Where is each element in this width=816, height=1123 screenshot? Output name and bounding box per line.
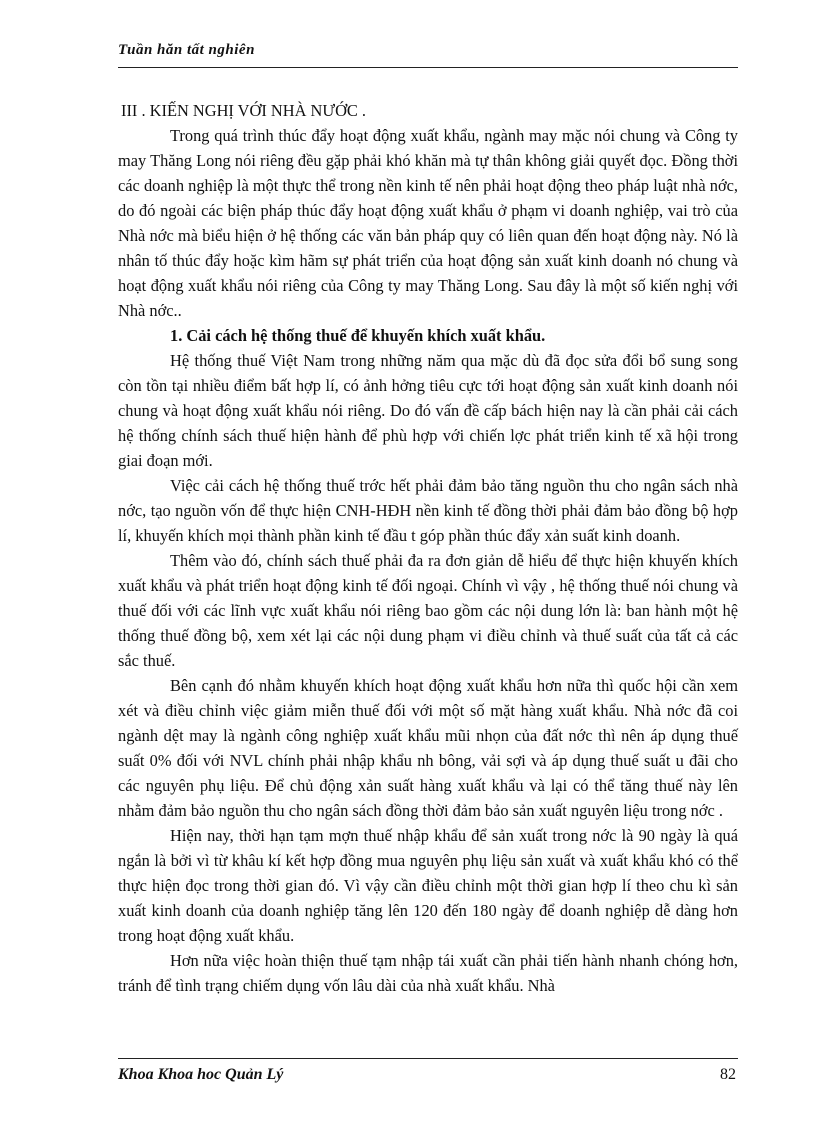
footer-department: Khoa Khoa hoc Quản Lý	[118, 1066, 284, 1083]
paragraph: Trong quá trình thúc đẩy hoạt động xuất khẩu, ngành may mặc nói chung và Công ty may Thăng Long nói riêng đều gặp phải khó khăn mà tự thân không giải quyết đọc. Đồng thời các doanh nghiệp là một thực thể trong nền kinh tế nên phải hoạt động theo pháp luật nhà nớc, do đó ngoài các biện pháp thúc đẩy hoạt động xuất khẩu ở phạm vi doanh nghiệp, vai trò của Nhà nớc mà biểu hiện ở hệ thống các văn bản pháp quy có liên quan đến hoạt động này. Nó là nhân tố thúc đẩy hoặc kìm hãm sự phát triển của hoạt động sản xuất kinh doanh nó chung và hoạt động xuất khẩu nói riêng của Công ty may Thăng Long. Sau đây là một số kiến nghị với Nhà nớc..	[118, 126, 738, 320]
header-divider	[118, 67, 738, 68]
page-number: 82	[720, 1066, 736, 1083]
paragraph: Thêm vào đó, chính sách thuế phải đa ra đơn giản dễ hiểu để thực hiện khuyến khích xuất khẩu và phát triển hoạt động kinh tế đối ngoại. Chính vì vậy , hệ thống thuế nói chung và thuế đối với các lĩnh vực xuất khẩu nói riêng bao gồm các nội dung lớn là: ban hành một hệ thống thuế đồng bộ, xem xét lại các nội dung phạm vi điều chỉnh và thuế suất của tất cả các sắc thuế.	[118, 551, 738, 670]
section-heading: III . KIẾN NGHỊ VỚI NHÀ NƯỚC .	[121, 101, 367, 120]
paragraph: Hệ thống thuế Việt Nam trong những năm qua mặc dù đã đọc sửa đổi bổ sung song còn tồn tại nhiều điểm bất hợp lí, có ảnh hởng tiêu cực tới hoạt động sản xuất kinh doanh nói chung và hoạt động xuất khẩu nói riêng. Do đó vấn đề cấp bách hiện nay là cần phải cải cách hệ thống chính sách thuế hiện hành để phù hợp với chiến lợc phát triển kinh tế xã hội trong giai đoạn mới.	[118, 351, 738, 470]
paragraph: Bên cạnh đó nhằm khuyến khích hoạt động xuất khẩu hơn nữa thì quốc hội cần xem xét và điều chỉnh việc giảm miễn thuế đối với một số mặt hàng xuất khẩu. Nhà nớc đã coi ngành dệt may là ngành công nghiệp xuất khẩu mũi nhọn của đất nớc thì nên áp dụng thuế suất 0% đối với NVL chính phải nhập khẩu nh bông, vải sợi và áp dụng thuế suất u đãi cho các nguyên phụ liệu. Để chủ động xản suất hàng xuất khẩu và lại có thể tăng thuế này lên nhằm đảm bảo nguồn thu cho ngân sách đồng thời đảm bảo sản xuất nguyên liệu trong nớc .	[118, 676, 738, 820]
paragraph: Hiện nay, thời hạn tạm mợn thuế nhập khẩu để sản xuất trong nớc là 90 ngày là quá ngắn là bởi vì từ khâu kí kết hợp đồng mua nguyên phụ liệu sản xuất và xuất khẩu khó có thể thực hiện đọc trong thời gian đó. Vì vậy cần điều chỉnh một thời gian hợp lí theo chu kì sản xuất kinh doanh của doanh nghiệp tăng lên 120 đến 180 ngày để doanh nghiệp dễ dàng hơn trong hoạt động xuất khẩu.	[118, 826, 738, 945]
subsection-heading: 1. Cải cách hệ thống thuế để khuyến khích xuất khẩu.	[170, 326, 546, 345]
footer-divider	[118, 1058, 738, 1059]
document-body	[118, 98, 738, 998]
paragraph: Việc cải cách hệ thống thuế trớc hết phải đảm bảo tăng nguồn thu cho ngân sách nhà nớc, tạo nguồn vốn để thực hiện CNH-HĐH nền kinh tế đồng thời phải đảm bảo đồng bộ hợp lí, khuyến khích mọi thành phần kinh tế đầu t góp phần thúc đẩy xản suất kinh doanh.	[118, 476, 738, 545]
paragraph: Hơn nữa việc hoàn thiện thuế tạm nhập tái xuất cần phải tiến hành nhanh chóng hơn, tránh để tình trạng chiếm dụng vốn lâu dài của nhà xuất khẩu. Nhà	[118, 951, 738, 995]
running-header-title: Tuần hăn tất nghiên	[118, 42, 255, 58]
